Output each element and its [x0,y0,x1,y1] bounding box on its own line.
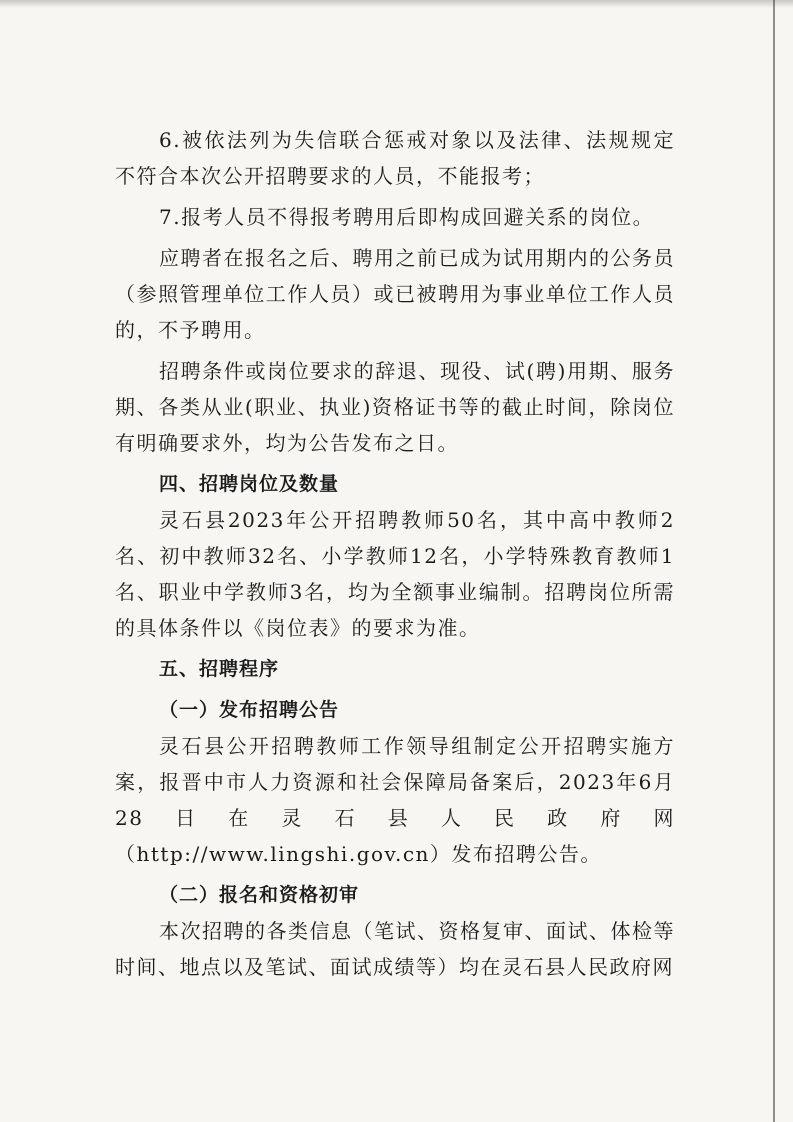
paragraph-deadline: 招聘条件或岗位要求的辞退、现役、试(聘)用期、服务期、各类从业(职业、执业)资格证书等的截止时间，除岗位有明确要求外，均为公告发布之日。 [115,359,675,455]
subsection-2-body: 本次招聘的各类信息（笔试、资格复审、面试、体检等时间、地点以及笔试、面试成绩等）均在灵石县人民政府网 [115,919,675,979]
subsection-2-heading: （二）报名和资格初审 [159,884,360,906]
paragraph-disqualification: 应聘者在报名之后、聘用之前已成为试用期内的公务员（参照管理单位工作人员）或已被聘用为事业单位工作人员的，不予聘用。 [115,246,675,342]
section-5-heading: 五、招聘程序 [159,658,280,680]
document-body [115,122,675,985]
scan-edge-right [773,0,775,1122]
section-4-heading: 四、招聘岗位及数量 [159,473,340,495]
scan-edge-top [0,0,793,8]
section-4-body: 灵石县2023年公开招聘教师50名，其中高中教师2名、初中教师32名、小学教师12名，小学特殊教育教师1名、职业中学教师3名，均为全额事业编制。招聘岗位所需的具体条件以《岗位表》的要求为准。 [115,508,675,640]
paragraph-item-6: 6.被依法列为失信联合惩戒对象以及法律、法规规定不符合本次公开招聘要求的人员，不能报考； [115,128,675,188]
paragraph-item-7: 7.报考人员不得报考聘用后即构成回避关系的岗位。 [159,205,655,229]
subsection-1-heading: （一）发布招聘公告 [159,699,340,721]
subsection-1-body: 灵石县公开招聘教师工作领导组制定公开招聘实施方案，报晋中市人力资源和社会保障局备案后，2023年6月28日在灵石县人民政府网（http://www.lingshi.gov.cn）发布招聘公告。 [115,734,675,866]
